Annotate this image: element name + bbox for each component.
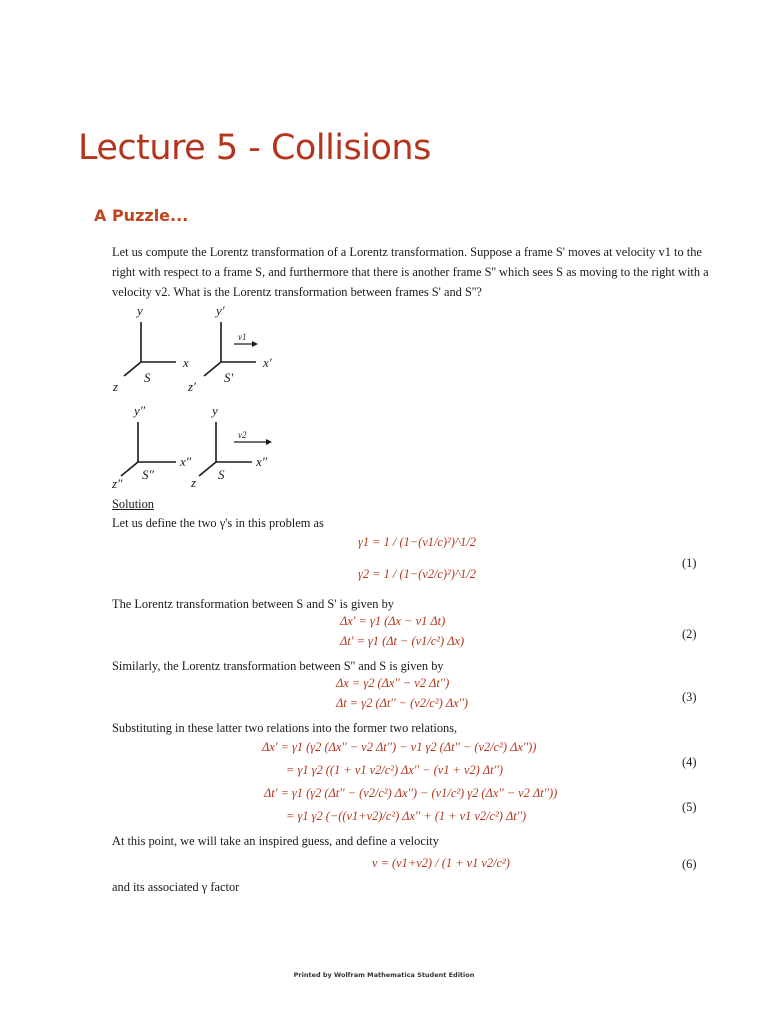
guess-text: At this point, we will take an inspired guess, and define a velocity bbox=[112, 834, 439, 848]
equation-2a: Δx' = γ1 (Δx − v1 Δt) bbox=[340, 614, 446, 628]
frame4-x-label: x″ bbox=[256, 454, 268, 469]
equation-number-2: (2) bbox=[682, 627, 697, 641]
frame2-velocity-label: v1 bbox=[238, 332, 247, 342]
page-footer: Printed by Wolfram Mathematica Student Edition bbox=[293, 971, 475, 979]
substitution-text: Substituting in these latter two relations into the former two relations, bbox=[112, 721, 458, 735]
equation-3b: Δt = γ2 (Δt'' − (v2/c²) Δx'') bbox=[336, 696, 469, 710]
equation-number-1: (1) bbox=[682, 556, 697, 570]
section-heading: A Puzzle... bbox=[94, 206, 189, 225]
frame2-name: S′ bbox=[224, 370, 234, 385]
frame3-z-label: z″ bbox=[112, 476, 123, 491]
frame2-y-label: y′ bbox=[216, 303, 225, 318]
page-title: Lecture 5 - Collisions bbox=[78, 128, 431, 168]
equation-5a: Δt' = γ1 (γ2 (Δt'' − (v2/c²) Δx'') − (v1/c²) γ2 (Δx'' − v2 Δt'')) bbox=[264, 786, 558, 800]
equation-2b: Δt' = γ1 (Δt − (v1/c²) Δx) bbox=[340, 634, 465, 648]
equation-4b: = γ1 γ2 ((1 + v1 v2/c²) Δx'' − (v1 + v2) Δt'') bbox=[286, 763, 504, 777]
equation-number-3: (3) bbox=[682, 690, 697, 704]
equation-3a: Δx = γ2 (Δx'' − v2 Δt'') bbox=[336, 676, 450, 690]
frames-diagram bbox=[106, 300, 306, 492]
frame1-name: S bbox=[144, 370, 151, 385]
frame3-x-label: x″ bbox=[180, 454, 192, 469]
equation-number-4: (4) bbox=[682, 755, 697, 769]
frame4-z-label: z bbox=[191, 475, 197, 490]
solution-label: Solution bbox=[112, 497, 154, 511]
frame1-z-label: z bbox=[113, 379, 119, 394]
equation-1b: γ2 = 1 / (1−(v2/c)²)^1/2 bbox=[358, 567, 476, 581]
frame4-name: S bbox=[218, 467, 225, 482]
equation-4a: Δx' = γ1 (γ2 (Δx'' − v2 Δt'') − v1 γ2 (Δt'' − (v2/c²) Δx'')) bbox=[262, 740, 537, 754]
equation-6: v = (v1+v2) / (1 + v1 v2/c²) bbox=[372, 856, 510, 870]
lt2-text: Similarly, the Lorentz transformation between S'' and S is given by bbox=[112, 659, 444, 673]
equation-number-5: (5) bbox=[682, 800, 697, 814]
intro-paragraph: Let us compute the Lorentz transformation of a Lorentz transformation. Suppose a frame S' moves at velocity v1 to the right with respect to a frame S, and furthermore that there is another frame S'' which sees S as moving to the right with a velocity v2. What is the Lorentz transformation between frames S' and S''? bbox=[112, 245, 709, 299]
frame4-velocity-label: v2 bbox=[238, 430, 247, 440]
lt1-text: The Lorentz transformation between S and S' is given by bbox=[112, 597, 394, 611]
gamma-factor-text: and its associated γ factor bbox=[112, 880, 240, 894]
frame3-y-label: y″ bbox=[134, 403, 146, 418]
frame1-x-label: x bbox=[183, 355, 189, 370]
frame1-y-label: y bbox=[137, 303, 143, 318]
frame3-name: S″ bbox=[142, 467, 154, 482]
gammas-text: Let us define the two γ's in this problem as bbox=[112, 516, 324, 530]
equation-5b: = γ1 γ2 (−((v1+v2)/c²) Δx'' + (1 + v1 v2/c²) Δt'') bbox=[286, 809, 527, 823]
equation-1a: γ1 = 1 / (1−(v1/c)²)^1/2 bbox=[358, 535, 476, 549]
frame2-x-label: x′ bbox=[263, 355, 272, 370]
frame2-z-label: z′ bbox=[188, 379, 196, 394]
frame4-y-label: y bbox=[212, 403, 218, 418]
equation-number-6: (6) bbox=[682, 857, 697, 871]
